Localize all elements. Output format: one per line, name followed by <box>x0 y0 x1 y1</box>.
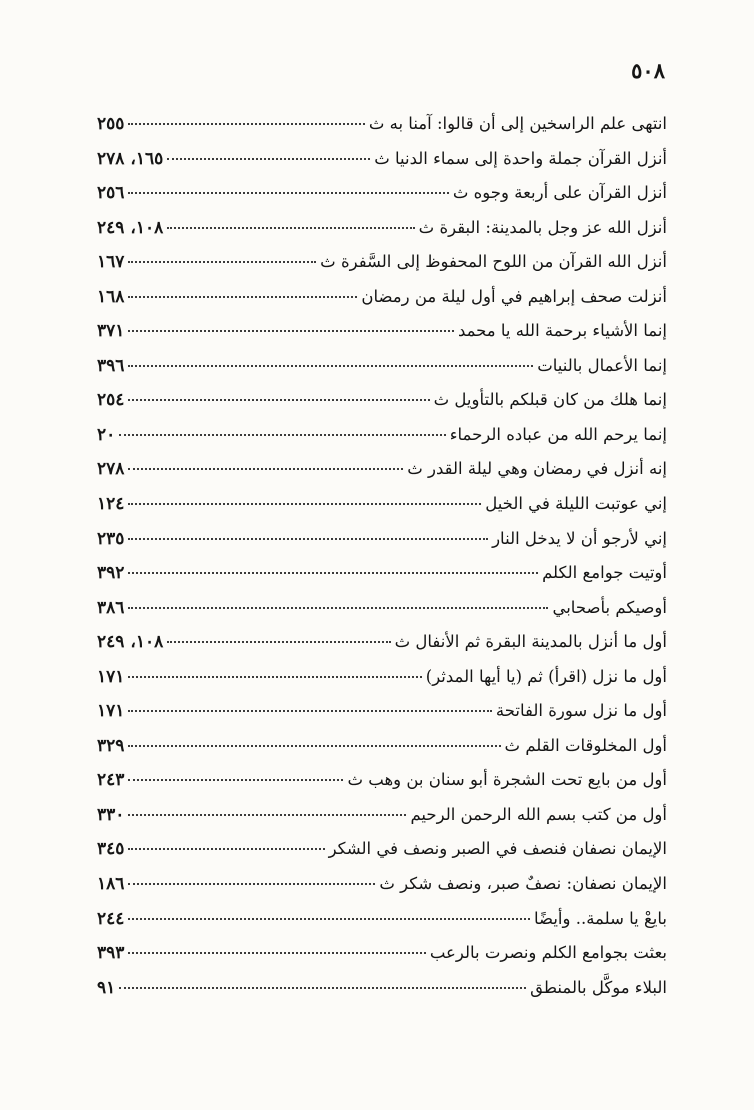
entry-page-numbers: ٣٩٢ <box>97 563 125 584</box>
entry-text: الإيمان نصفان: نصفٌ صبر، ونصف شكر ث <box>379 874 667 894</box>
dot-leader <box>128 883 375 885</box>
entry-page-numbers: ٣٤٥ <box>97 839 125 860</box>
dot-leader <box>128 779 343 781</box>
index-entry <box>97 978 667 1013</box>
dot-leader <box>128 607 548 609</box>
entry-text: الإيمان نصفان فنصف في الصبر ونصف في الشكر <box>328 839 667 859</box>
index-entry <box>97 701 667 736</box>
entry-page-numbers: ١٢٤ <box>97 494 125 515</box>
entry-page-numbers: ٣٢٩ <box>97 735 125 756</box>
entry-text: إنما يرحم الله من عباده الرحماء <box>449 424 667 444</box>
dot-leader <box>128 296 357 298</box>
index-entry <box>97 321 667 356</box>
index-entry <box>97 736 667 771</box>
dot-leader <box>167 641 390 643</box>
entry-page-numbers: ١٨٦ <box>97 874 125 895</box>
dot-leader <box>128 745 500 747</box>
entry-text: أوتيت جوامع الكلم <box>542 563 667 583</box>
entry-text: إنما الأشياء برحمة الله يا محمد <box>457 321 667 341</box>
index-entry <box>97 356 667 391</box>
entry-page-numbers: ١٦٨ <box>97 286 125 307</box>
dot-leader <box>128 192 448 194</box>
entry-text: أول ما نزل (اقرأ) ثم (يا أيها المدثر) <box>425 666 667 686</box>
dot-leader <box>128 848 324 850</box>
entry-page-numbers: ٢٤٣ <box>97 770 125 791</box>
index-entry <box>97 287 667 322</box>
index-entry <box>97 839 667 874</box>
entry-page-numbers: ١٠٨، ٢٤٩ <box>97 217 164 238</box>
dot-leader <box>128 710 491 712</box>
dot-leader <box>128 468 403 470</box>
entry-text: البلاء موكَّل بالمنطق <box>530 977 667 997</box>
dot-leader <box>128 399 429 401</box>
entry-page-numbers: ٩١ <box>97 977 116 998</box>
entry-page-numbers: ١٧١ <box>97 666 125 687</box>
entry-page-numbers: ٣٣٠ <box>97 804 125 825</box>
entry-text: بايعْ يا سلمة.. وأيضًا <box>534 908 667 928</box>
entry-text: أوصيكم بأصحابي <box>552 597 667 617</box>
entry-page-numbers: ٢٠ <box>97 424 116 445</box>
entry-page-numbers: ٣٩٦ <box>97 355 125 376</box>
index-entry <box>97 390 667 425</box>
index-entry <box>97 943 667 978</box>
dot-leader <box>167 158 370 160</box>
entry-page-numbers: ٢٧٨ <box>97 459 125 480</box>
entry-text: انتهى علم الراسخين إلى أن قالوا: آمنا به ث <box>368 114 667 133</box>
index-entry <box>97 183 667 218</box>
entry-page-numbers: ٣٩٣ <box>97 943 125 964</box>
entry-text: إنما الأعمال بالنيات <box>537 355 667 375</box>
dot-leader <box>128 814 406 816</box>
entry-page-numbers: ٢٥٦ <box>97 183 125 204</box>
entry-page-numbers: ٢٥٥ <box>97 114 125 134</box>
dot-leader <box>128 572 538 574</box>
dot-leader <box>128 365 533 367</box>
hadith-index-list <box>97 114 667 1012</box>
index-entry <box>97 598 667 633</box>
entry-text: أنزلت صحف إبراهيم في أول ليلة من رمضان <box>361 286 667 306</box>
index-entry <box>97 770 667 805</box>
entry-text: إنما هلك من كان قبلكم بالتأويل ث <box>433 390 667 410</box>
entry-text: إني لأرجو أن لا يدخل النار <box>492 528 667 548</box>
entry-page-numbers: ١٧١ <box>97 701 125 722</box>
index-entry <box>97 563 667 598</box>
entry-text: أنزل الله القرآن من اللوح المحفوظ إلى السَّفرة ث <box>320 252 667 272</box>
page-number: ٥٠٨ <box>631 58 665 83</box>
index-entry <box>97 494 667 529</box>
entry-page-numbers: ١٦٥، ٢٧٨ <box>97 148 164 169</box>
index-entry <box>97 667 667 702</box>
entry-page-numbers: ٢٤٤ <box>97 908 125 929</box>
entry-page-numbers: ١٠٨، ٢٤٩ <box>97 632 164 653</box>
entry-text: أنزل الله عز وجل بالمدينة: البقرة ث <box>418 217 667 237</box>
entry-page-numbers: ٣٨٦ <box>97 597 125 618</box>
dot-leader <box>167 227 414 229</box>
index-entry <box>97 632 667 667</box>
dot-leader <box>128 330 454 332</box>
index-entry <box>97 114 667 149</box>
entry-text: أول من بايع تحت الشجرة أبو سنان بن وهب ث <box>347 770 667 790</box>
dot-leader <box>128 123 364 125</box>
entry-text: أول ما أنزل بالمدينة البقرة ثم الأنفال ث <box>394 632 667 652</box>
entry-text: أنزل القرآن على أربعة وجوه ث <box>452 183 667 203</box>
index-entry <box>97 874 667 909</box>
index-entry <box>97 149 667 184</box>
dot-leader <box>128 261 316 263</box>
dot-leader <box>119 434 445 436</box>
index-entry <box>97 805 667 840</box>
dot-leader <box>119 987 526 989</box>
dot-leader <box>128 952 425 954</box>
entry-text: إني عوتبت الليلة في الخيل <box>485 494 667 514</box>
entry-text: أول المخلوقات القلم ث <box>504 735 667 755</box>
entry-text: بعثت بجوامع الكلم ونصرت بالرعب <box>429 943 667 963</box>
dot-leader <box>128 918 530 920</box>
index-entry <box>97 529 667 564</box>
entry-page-numbers: ٢٥٤ <box>97 390 125 411</box>
dot-leader <box>128 538 488 540</box>
entry-page-numbers: ٢٣٥ <box>97 528 125 549</box>
index-entry <box>97 252 667 287</box>
index-entry <box>97 909 667 944</box>
entry-page-numbers: ٣٧١ <box>97 321 125 342</box>
index-entry <box>97 218 667 253</box>
entry-text: أنزل القرآن جملة واحدة إلى سماء الدنيا ث <box>374 148 667 168</box>
dot-leader <box>128 676 421 678</box>
entry-page-numbers: ١٦٧ <box>97 252 125 273</box>
dot-leader <box>128 503 481 505</box>
index-entry <box>97 425 667 460</box>
entry-text: إنه أنزل في رمضان وهي ليلة القدر ث <box>407 459 667 479</box>
entry-text: أول ما نزل سورة الفاتحة <box>495 701 667 721</box>
entry-text: أول من كتب بسم الله الرحمن الرحيم <box>410 804 667 824</box>
index-entry <box>97 459 667 494</box>
